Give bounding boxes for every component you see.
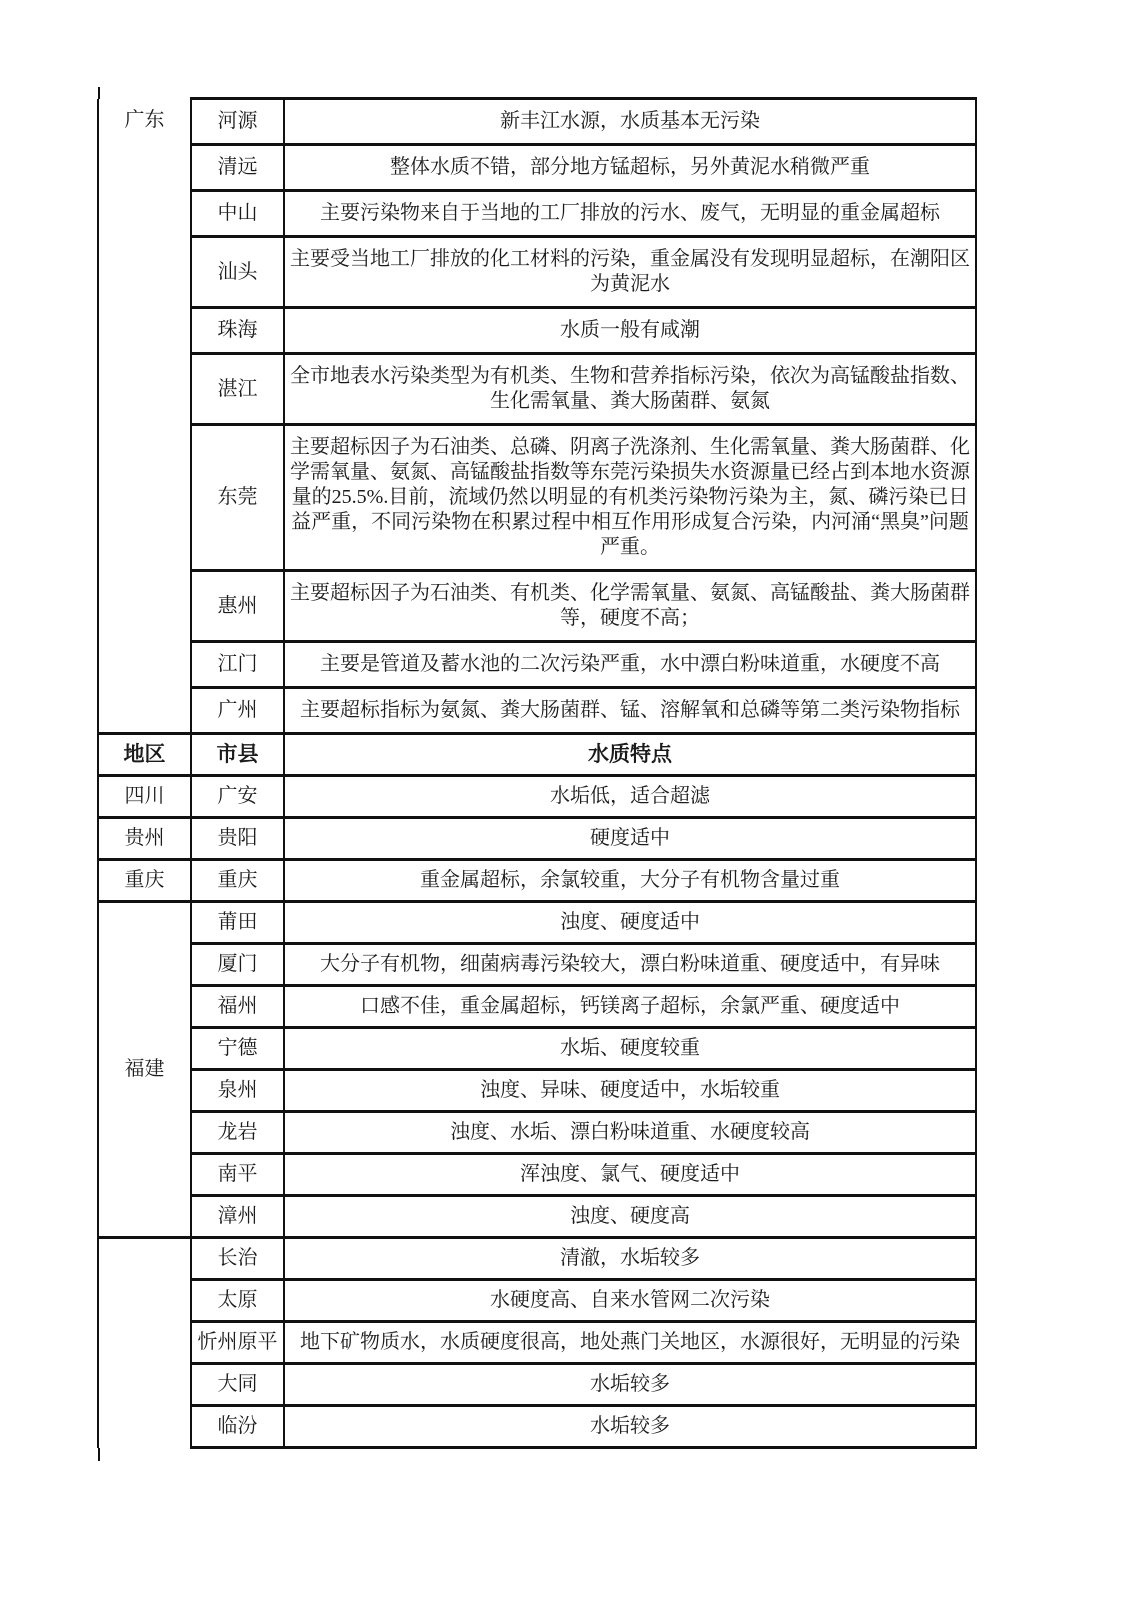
city-cell: 广安 xyxy=(191,776,284,818)
table-row xyxy=(98,986,976,1028)
feature-cell: 水硬度高、自来水管网二次污染 xyxy=(284,1280,976,1322)
city-cell: 宁德 xyxy=(191,1028,284,1070)
city-cell: 厦门 xyxy=(191,944,284,986)
city-cell: 长治 xyxy=(191,1238,284,1280)
section-sichuan xyxy=(98,776,976,818)
feature-cell: 浑浊度、氯气、硬度适中 xyxy=(284,1154,976,1196)
section-chongqing xyxy=(98,860,976,902)
city-cell: 汕头 xyxy=(191,237,284,308)
table-row xyxy=(98,354,976,425)
feature-cell: 地下矿物质水，水质硬度很高，地处燕门关地区，水源很好，无明显的污染 xyxy=(284,1322,976,1364)
region-cell-sichuan: 四川 xyxy=(98,776,191,818)
feature-cell: 浊度、水垢、漂白粉味道重、水硬度较高 xyxy=(284,1112,976,1154)
feature-cell: 清澈，水垢较多 xyxy=(284,1238,976,1280)
header-row xyxy=(98,734,976,776)
city-cell: 莆田 xyxy=(191,902,284,944)
section-guizhou xyxy=(98,818,976,860)
city-cell: 广州 xyxy=(191,688,284,734)
region-cell-empty xyxy=(98,1238,191,1448)
section-shanxi xyxy=(98,1238,976,1448)
feature-cell: 水质一般有咸潮 xyxy=(284,308,976,354)
city-cell: 忻州原平 xyxy=(191,1322,284,1364)
city-cell: 福州 xyxy=(191,986,284,1028)
city-cell: 惠州 xyxy=(191,571,284,642)
table-row xyxy=(98,688,976,734)
feature-cell: 主要受当地工厂排放的化工材料的污染，重金属没有发现明显超标，在潮阳区为黄泥水 xyxy=(284,237,976,308)
feature-cell: 主要是管道及蓄水池的二次污染严重，水中漂白粉味道重，水硬度不高 xyxy=(284,642,976,688)
table-row xyxy=(98,1280,976,1322)
feature-cell: 硬度适中 xyxy=(284,818,976,860)
region-cell-guangdong: 广东 xyxy=(98,99,191,734)
city-cell: 漳州 xyxy=(191,1196,284,1238)
table-row xyxy=(98,902,976,944)
header-region: 地区 xyxy=(98,734,191,776)
feature-cell: 水垢较多 xyxy=(284,1406,976,1448)
region-cell-fujian: 福建 xyxy=(98,902,191,1238)
table-row xyxy=(98,1112,976,1154)
table-row xyxy=(98,425,976,571)
table-row xyxy=(98,1070,976,1112)
city-cell: 大同 xyxy=(191,1364,284,1406)
section-header xyxy=(98,734,976,776)
table-row xyxy=(98,1028,976,1070)
feature-cell: 水垢较多 xyxy=(284,1364,976,1406)
feature-cell: 主要污染物来自于当地的工厂排放的污水、废气，无明显的重金属超标 xyxy=(284,191,976,237)
feature-cell: 重金属超标，余氯较重，大分子有机物含量过重 xyxy=(284,860,976,902)
table-row xyxy=(98,860,976,902)
feature-cell: 口感不佳，重金属超标，钙镁离子超标，余氯严重、硬度适中 xyxy=(284,986,976,1028)
feature-cell: 大分子有机物，细菌病毒污染较大，漂白粉味道重、硬度适中，有异味 xyxy=(284,944,976,986)
city-cell: 清远 xyxy=(191,145,284,191)
header-city: 市县 xyxy=(191,734,284,776)
table-row xyxy=(98,1406,976,1448)
table-row xyxy=(98,1322,976,1364)
section-fujian xyxy=(98,902,976,1238)
table-row xyxy=(98,1154,976,1196)
city-cell: 贵阳 xyxy=(191,818,284,860)
table-row xyxy=(98,145,976,191)
city-cell: 南平 xyxy=(191,1154,284,1196)
table-row xyxy=(98,308,976,354)
city-cell: 江门 xyxy=(191,642,284,688)
table-row xyxy=(98,191,976,237)
feature-cell: 整体水质不错，部分地方锰超标，另外黄泥水稍微严重 xyxy=(284,145,976,191)
city-cell: 龙岩 xyxy=(191,1112,284,1154)
table-row xyxy=(98,944,976,986)
table-row xyxy=(98,237,976,308)
table-row xyxy=(98,776,976,818)
table-row xyxy=(98,1196,976,1238)
water-quality-table xyxy=(97,97,977,1449)
feature-cell: 主要超标因子为石油类、有机类、化学需氧量、氨氮、高锰酸盐、粪大肠菌群等，硬度不高； xyxy=(284,571,976,642)
city-cell: 太原 xyxy=(191,1280,284,1322)
city-cell: 临汾 xyxy=(191,1406,284,1448)
city-cell: 泉州 xyxy=(191,1070,284,1112)
feature-cell: 水垢、硬度较重 xyxy=(284,1028,976,1070)
feature-cell: 主要超标因子为石油类、总磷、阴离子洗涤剂、生化需氧量、粪大肠菌群、化学需氧量、氨氮、高锰酸盐指数等东莞污染损失水资源量已经占到本地水资源量的25.5%.目前，流域仍然以明显的有机类污染物污染为主，氮、磷污染已日益严重，不同污染物在积累过程中相互作用形成复合污染，内河涌“黑臭”问题严重。 xyxy=(284,425,976,571)
feature-cell: 浊度、硬度适中 xyxy=(284,902,976,944)
header-feature: 水质特点 xyxy=(284,734,976,776)
feature-cell: 主要超标指标为氨氮、粪大肠菌群、锰、溶解氧和总磷等第二类污染物指标 xyxy=(284,688,976,734)
city-cell: 河源 xyxy=(191,99,284,145)
city-cell: 中山 xyxy=(191,191,284,237)
table-row xyxy=(98,818,976,860)
table-row xyxy=(98,642,976,688)
city-cell: 重庆 xyxy=(191,860,284,902)
region-cell-chongqing: 重庆 xyxy=(98,860,191,902)
city-cell: 珠海 xyxy=(191,308,284,354)
table-row xyxy=(98,1238,976,1280)
city-cell: 湛江 xyxy=(191,354,284,425)
table-row xyxy=(98,1364,976,1406)
region-cell-guizhou: 贵州 xyxy=(98,818,191,860)
table-row xyxy=(98,571,976,642)
section-guangdong xyxy=(98,99,976,734)
feature-cell: 浊度、硬度高 xyxy=(284,1196,976,1238)
feature-cell: 新丰江水源，水质基本无污染 xyxy=(284,99,976,145)
city-cell: 东莞 xyxy=(191,425,284,571)
feature-cell: 浊度、异味、硬度适中，水垢较重 xyxy=(284,1070,976,1112)
feature-cell: 水垢低，适合超滤 xyxy=(284,776,976,818)
feature-cell: 全市地表水污染类型为有机类、生物和营养指标污染，依次为高锰酸盐指数、生化需氧量、粪大肠菌群、氨氮 xyxy=(284,354,976,425)
table-row xyxy=(98,99,976,145)
